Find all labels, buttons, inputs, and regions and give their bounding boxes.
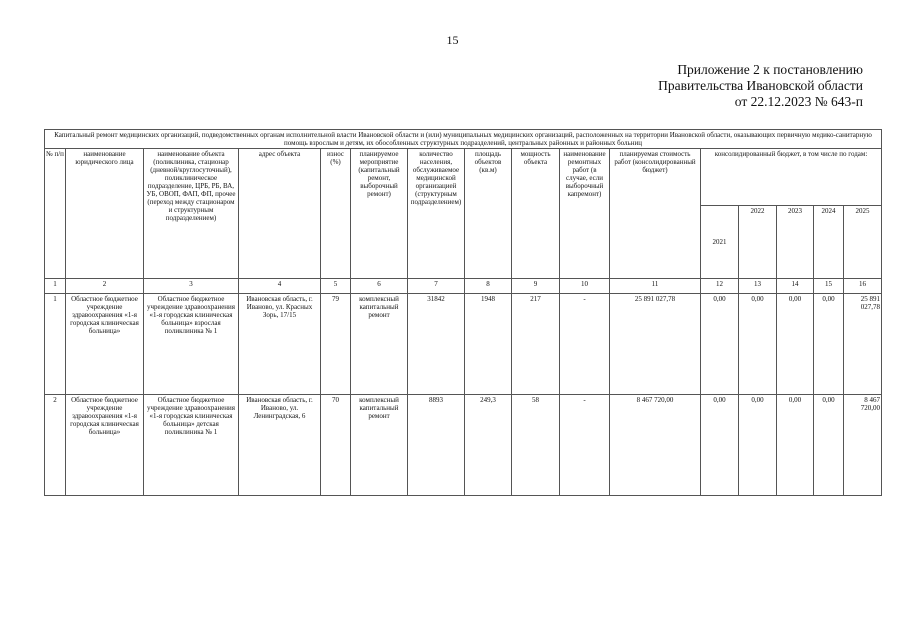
cell-2024: 0,00: [814, 395, 844, 496]
header-capacity: мощность объекта: [512, 149, 560, 279]
col-number: 3: [144, 279, 239, 294]
cell-2025: 25 891 027,78: [844, 294, 882, 395]
cell-2024: 0,00: [814, 294, 844, 395]
header-budget: консолидированный бюджет, в том числе по годам:: [701, 149, 882, 206]
col-number: 2: [66, 279, 144, 294]
cell-area: 249,3: [465, 395, 512, 496]
cell-wear: 79: [321, 294, 351, 395]
header-address: адрес объекта: [239, 149, 321, 279]
cell-2023: 0,00: [777, 395, 814, 496]
repair-table: [44, 129, 882, 496]
table-row: [45, 294, 882, 395]
header-works: наименование ремонтных работ (в случае, если выборочный капремонт): [560, 149, 610, 279]
header-object: наименование объекта (поликлиника, стационар (дневной/круглосуточный), поликлиническое подразделение, ЦРБ, РБ, ВА, УБ, ОВОП, ФАП, ФП, прочее (переход между стационаром и структурным подразделением): [144, 149, 239, 279]
cell-2022: 0,00: [739, 395, 777, 496]
header-population: количество населения, обслуживаемое медицинской организацией (структурным подразделением): [408, 149, 465, 279]
cell-wear: 70: [321, 395, 351, 496]
cell-population: 8893: [408, 395, 465, 496]
header-year-2022: 2022: [739, 206, 777, 279]
cell-2022: 0,00: [739, 294, 777, 395]
col-number: 1: [45, 279, 66, 294]
cell-cost: 25 891 027,78: [610, 294, 701, 395]
appendix-line-2: Правительства Ивановской области: [658, 78, 863, 93]
cell-num: 1: [45, 294, 66, 395]
col-number: 12: [701, 279, 739, 294]
header-num: № п/п: [45, 149, 66, 279]
header-area: площадь объектов (кв.м): [465, 149, 512, 279]
cell-2025: 8 467 720,00: [844, 395, 882, 496]
cell-address: Ивановская область, г. Иваново, ул. Ленинградская, 6: [239, 395, 321, 496]
col-number: 10: [560, 279, 610, 294]
page-number: 15: [446, 33, 459, 47]
cell-2023: 0,00: [777, 294, 814, 395]
cell-planned: комплексный капитальный ремонт: [351, 294, 408, 395]
col-number: 11: [610, 279, 701, 294]
header-wear: износ (%): [321, 149, 351, 279]
cell-2021: 0,00: [701, 395, 739, 496]
col-number: 5: [321, 279, 351, 294]
cell-address: Ивановская область, г. Иваново, ул. Красных Зорь, 17/15: [239, 294, 321, 395]
cell-cost: 8 467 720,00: [610, 395, 701, 496]
col-number: 16: [844, 279, 882, 294]
header-year-2023: 2023: [777, 206, 814, 279]
table-caption: Капитальный ремонт медицинских организаций, подведомственных органам исполнительной власти Ивановской области и (или) муниципальных медицинских организаций, расположенных на территории Ивановской области, оказывающих первичную медико-санитарную помощь взрослым и детям, их обособленных структурных подразделений, центральных районных и районных больниц: [45, 130, 882, 149]
col-number: 13: [739, 279, 777, 294]
header-year-2021: 2021: [701, 206, 739, 279]
cell-area: 1948: [465, 294, 512, 395]
cell-object: Областное бюджетное учреждение здравоохранения «1-я городская клиническая больница» детская поликлиника № 1: [144, 395, 239, 496]
cell-works: -: [560, 294, 610, 395]
cell-object: Областное бюджетное учреждение здравоохранения «1-я городская клиническая больница» взрослая поликлиника № 1: [144, 294, 239, 395]
cell-num: 2: [45, 395, 66, 496]
col-number: 4: [239, 279, 321, 294]
cell-2021: 0,00: [701, 294, 739, 395]
col-number: 7: [408, 279, 465, 294]
cell-works: -: [560, 395, 610, 496]
cell-population: 31842: [408, 294, 465, 395]
appendix-header: [658, 62, 863, 110]
cell-entity: Областное бюджетное учреждение здравоохранения «1-я городская клиническая больница»: [66, 294, 144, 395]
header-year-2025: 2025: [844, 206, 882, 279]
col-number: 8: [465, 279, 512, 294]
col-number: 15: [814, 279, 844, 294]
header-year-2024: 2024: [814, 206, 844, 279]
cell-entity: Областное бюджетное учреждение здравоохранения «1-я городская клиническая больница»: [66, 395, 144, 496]
appendix-line-1: Приложение 2 к постановлению: [677, 62, 863, 77]
col-number: 6: [351, 279, 408, 294]
table-row: [45, 395, 882, 496]
cell-capacity: 58: [512, 395, 560, 496]
col-number: 14: [777, 279, 814, 294]
cell-planned: комплексный капитальный ремонт: [351, 395, 408, 496]
header-planned: планируемое мероприятие (капитальный ремонт, выборочный ремонт): [351, 149, 408, 279]
appendix-line-3: от 22.12.2023 № 643-п: [734, 94, 863, 109]
header-entity: наименование юридического лица: [66, 149, 144, 279]
cell-capacity: 217: [512, 294, 560, 395]
col-number: 9: [512, 279, 560, 294]
header-cost: планируемая стоимость работ (консолидированный бюджет): [610, 149, 701, 279]
